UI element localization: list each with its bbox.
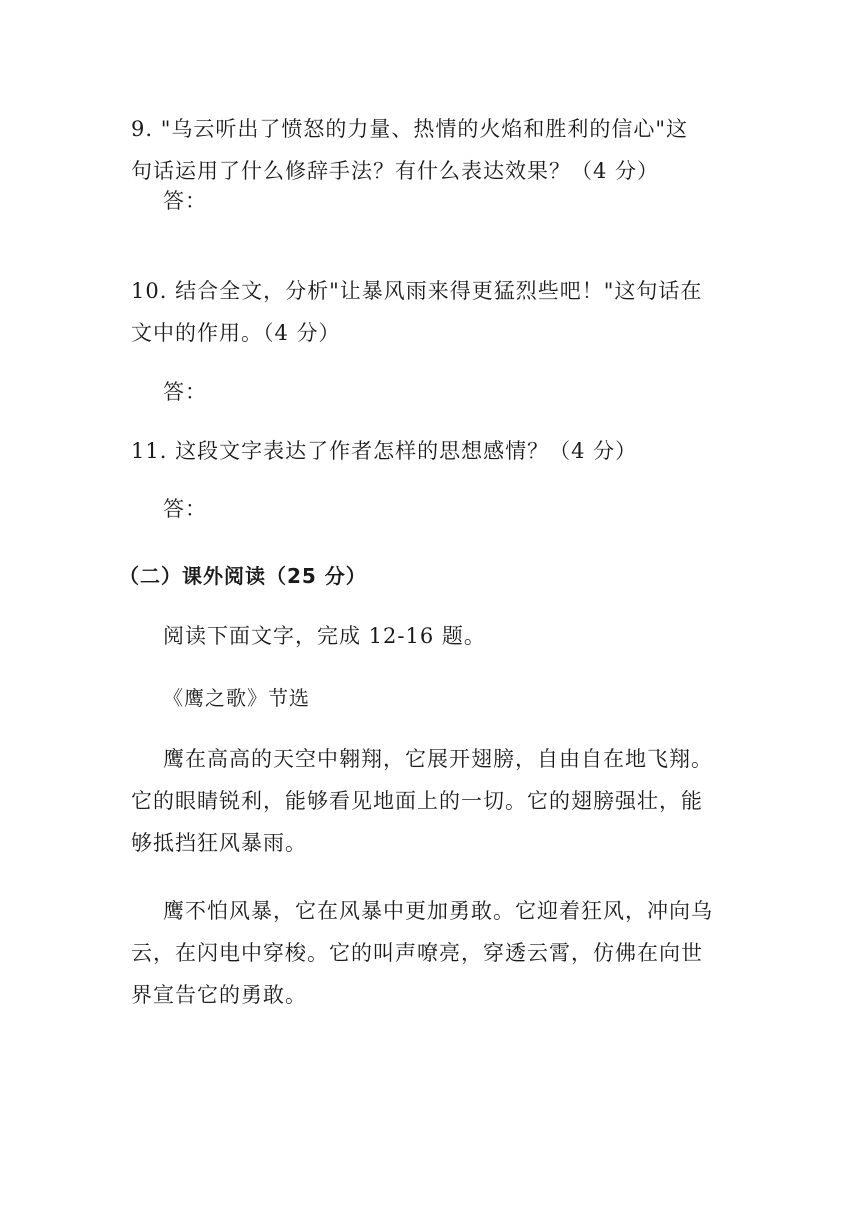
paragraph-2-line-3: 界宣告它的勇敢。 xyxy=(131,983,307,1007)
question-9-line-1: 9. "乌云听出了愤怒的力量、热情的火焰和胜利的信心"这 xyxy=(131,117,689,141)
question-9-answer-label: 答： xyxy=(163,189,207,213)
section-heading: （二）课外阅读（25 分） xyxy=(119,564,367,588)
section-instruction: 阅读下面文字，完成 12-16 题。 xyxy=(163,624,486,648)
paragraph-1-line-1: 鹰在高高的天空中翱翔，它展开翅膀，自由自在地飞翔。 xyxy=(163,747,713,771)
question-11-line-1: 11. 这段文字表达了作者怎样的思想感情？（4 分） xyxy=(131,439,638,463)
paragraph-1-line-3: 够抵挡狂风暴雨。 xyxy=(131,831,307,855)
question-10-line-2: 文中的作用。（4 分） xyxy=(131,321,341,345)
passage-title: 《鹰之歌》节选 xyxy=(163,686,310,710)
paragraph-2-line-1: 鹰不怕风暴，它在风暴中更加勇敢。它迎着狂风，冲向乌 xyxy=(163,899,713,923)
question-9-line-2: 句话运用了什么修辞手法？有什么表达效果？（4 分） xyxy=(131,159,660,183)
paragraph-2-line-2: 云，在闪电中穿梭。它的叫声嘹亮，穿透云霄，仿佛在向世 xyxy=(131,941,703,965)
paragraph-1-line-2: 它的眼睛锐利，能够看见地面上的一切。它的翅膀强壮，能 xyxy=(131,789,703,813)
question-11-answer-label: 答： xyxy=(163,497,207,521)
question-10-answer-label: 答： xyxy=(163,380,207,404)
question-10-line-1: 10. 结合全文，分析"让暴风雨来得更猛烈些吧！"这句话在 xyxy=(131,279,703,303)
